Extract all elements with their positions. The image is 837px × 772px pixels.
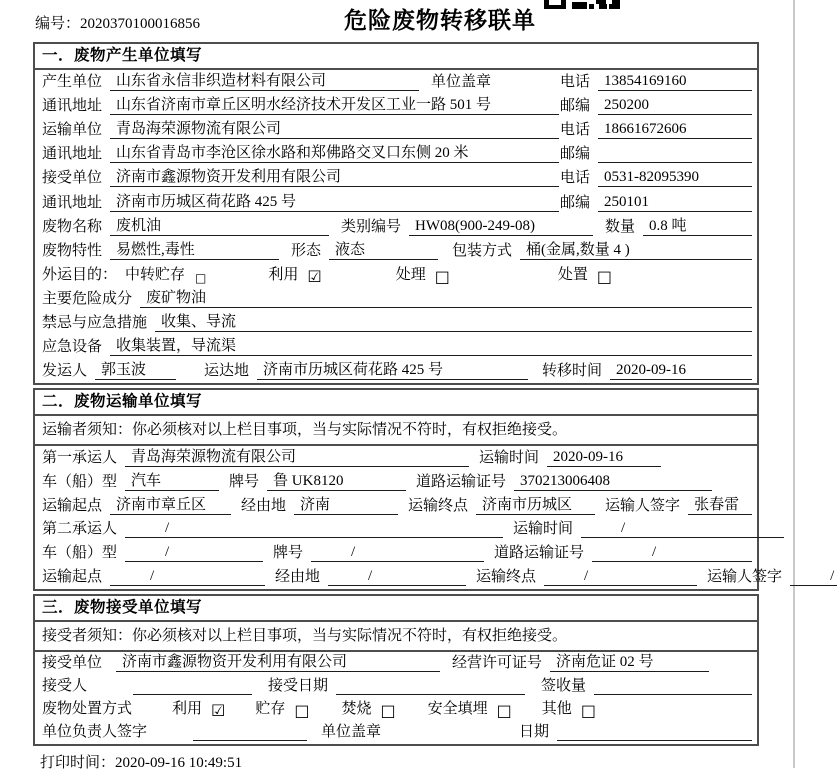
produce-unit-field: 山东省永信非织造材料有限公司 [110, 69, 419, 91]
addr1-label: 通讯地址 [42, 98, 103, 115]
leader-sign-label: 单位负责人签字 [42, 724, 148, 740]
produce-unit-label: 产生单位 [42, 74, 103, 91]
license-field: 济南危证 02 号 [550, 650, 709, 672]
disposal-use-checkbox[interactable]: ☑ [211, 701, 226, 720]
unit-seal-label: 单位盖章 [431, 74, 492, 91]
zip1-field: 250200 [598, 97, 752, 115]
disposal-use-label: 利用 [172, 701, 203, 717]
row-receive-unit [35, 166, 757, 190]
vehicle2-field: / [125, 544, 263, 562]
dest-label: 运达地 [204, 363, 250, 380]
permit2-field: / [592, 544, 752, 562]
row-receive-unit-3 [35, 652, 757, 675]
transfer-time-label: 转移时间 [542, 363, 603, 380]
zip2-label: 邮编 [559, 146, 590, 163]
plate2-label: 牌号 [273, 545, 304, 562]
license-label: 经营许可证号 [452, 655, 543, 671]
receive-unit-field: 济南市鑫源物资开发利用有限公司 [110, 165, 559, 187]
zip1-label: 邮编 [559, 98, 590, 115]
row-first-carrier [35, 446, 757, 470]
carrier1-field: 青岛海荣源物流有限公司 [125, 445, 469, 467]
section-transporter [33, 388, 835, 591]
via2-field: / [328, 568, 466, 586]
end2-field: / [544, 568, 697, 586]
packing-field: 桶(金属,数量 4 ) [520, 238, 752, 260]
print-time-value: 2020-09-16 10:49:51 [115, 755, 243, 771]
addr3-label: 通讯地址 [42, 194, 103, 211]
receive-unit3-label: 接受单位 [42, 655, 103, 671]
sign2-label: 运输人签字 [707, 569, 783, 585]
row-hazard-component [35, 287, 757, 311]
vehicle1-field: 汽车 [125, 469, 219, 491]
origin2-label: 运输起点 [42, 569, 103, 585]
via1-label: 经由地 [241, 497, 287, 514]
end1-label: 运输终点 [408, 497, 469, 514]
phone2-label: 电话 [559, 122, 590, 139]
addr1-field: 山东省济南市章丘区明水经济技术开发区工业一路 501 号 [110, 93, 559, 115]
shipper-field: 郭玉波 [95, 358, 176, 380]
category-field: HW08(900-249-08) [409, 218, 593, 236]
permit1-label: 道路运输证号 [416, 473, 507, 490]
sign1-field: 张春雷 [688, 493, 752, 515]
manifest-document [33, 0, 835, 772]
waste-name-label: 废物名称 [42, 218, 103, 235]
disposal-landfill-label: 安全填埋 [427, 701, 488, 717]
property-field: 易燃性,毒性 [110, 238, 279, 260]
section3-header: 三．废物接受单位填写 [35, 596, 757, 622]
document-header [33, 0, 759, 42]
addr3-field: 济南市历城区荷花路 425 号 [110, 190, 559, 212]
row-emergency-equipment [35, 335, 757, 359]
receiver-notice: 接受者须知：你必须核对以上栏目事项，当与实际情况不符时，有权拒绝接受。 [35, 622, 757, 652]
phone2-field: 18661672606 [598, 121, 752, 139]
section-producer [33, 42, 759, 385]
purpose-dispose-label: 处置 [557, 266, 588, 283]
vehicle1-label: 车（船）型 [42, 473, 118, 490]
row-waste-property [35, 239, 757, 263]
row-shipper [35, 359, 757, 383]
sign1-label: 运输人签字 [605, 497, 681, 514]
time1-field: 2020-09-16 [547, 449, 661, 467]
row-outbound-purpose [35, 263, 757, 287]
permit2-label: 道路运输证号 [494, 545, 585, 562]
packing-label: 包装方式 [452, 242, 513, 259]
print-time-line [40, 751, 759, 772]
disposal-label: 废物处置方式 [42, 701, 133, 717]
receive-date-field [336, 679, 525, 695]
row-taboo-measures [35, 311, 757, 335]
zip3-field: 250101 [598, 194, 752, 212]
row-producer-address [35, 94, 757, 118]
purpose-label: 外运目的： [42, 266, 118, 283]
transport-unit-field: 青岛海荣源物流有限公司 [110, 117, 559, 139]
form-field: 液态 [329, 238, 438, 260]
phone3-field: 0531-82095390 [598, 169, 752, 187]
page-right-edge [793, 0, 795, 768]
transport-unit-label: 运输单位 [42, 122, 103, 139]
leader-sign-field [193, 725, 307, 741]
taboo-field: 收集、导流 [155, 310, 752, 332]
disposal-landfill-checkbox[interactable]: □ [496, 701, 512, 720]
unit-seal3-label: 单位盖章 [321, 724, 382, 740]
time1-label: 运输时间 [479, 450, 540, 467]
hazard-field: 废矿物油 [140, 286, 752, 308]
receiver-label: 接受人 [42, 678, 88, 694]
phone1-field: 13854169160 [598, 73, 752, 91]
serial-number [35, 12, 200, 33]
qty-label: 数量 [605, 218, 636, 235]
purpose-use-label: 利用 [268, 266, 299, 283]
origin1-label: 运输起点 [42, 497, 103, 514]
hazard-label: 主要危险成分 [42, 290, 133, 307]
row-vehicle1 [35, 470, 757, 494]
form-label: 形态 [291, 242, 322, 259]
print-time-label: 打印时间： [40, 755, 116, 771]
end2-label: 运输终点 [476, 569, 537, 585]
transfer-time-field: 2020-09-16 [610, 362, 752, 380]
receive-unit-label: 接受单位 [42, 170, 103, 187]
shipper-label: 发运人 [42, 363, 88, 380]
row-leader-sign [35, 721, 757, 744]
row-receiver-person [35, 675, 757, 698]
section2-header: 二．废物运输单位填写 [35, 390, 757, 416]
date-label: 日期 [519, 724, 550, 740]
carrier2-label: 第二承运人 [42, 521, 118, 538]
row-produce-unit [35, 70, 757, 94]
zip2-field [598, 147, 752, 163]
sign2-field: / [790, 568, 837, 586]
taboo-label: 禁忌与应急措施 [42, 315, 148, 332]
disposal-burn-label: 焚烧 [341, 701, 372, 717]
vehicle2-label: 车（船）型 [42, 545, 118, 562]
serial-value: 2020370100016856 [80, 16, 201, 32]
section-receiver [33, 594, 759, 746]
row-vehicle2 [35, 541, 757, 565]
row-disposal-method [35, 698, 757, 721]
via1-field: 济南 [294, 493, 398, 515]
phone3-label: 电话 [559, 170, 590, 187]
addr2-label: 通讯地址 [42, 146, 103, 163]
disposal-other-label: 其他 [541, 701, 572, 717]
dest-field: 济南市历城区荷花路 425 号 [257, 358, 528, 380]
carrier1-label: 第一承运人 [42, 450, 118, 467]
receiver-field [133, 679, 252, 695]
disposal-store-checkbox[interactable]: □ [294, 701, 310, 720]
origin2-field: / [110, 568, 265, 586]
equip-field: 收集装置，导流渠 [110, 334, 752, 356]
disposal-burn-checkbox[interactable]: □ [380, 701, 396, 720]
purpose-transfer-label: 中转贮存 [125, 266, 186, 283]
row-route1 [35, 494, 757, 518]
plate1-label: 牌号 [229, 473, 260, 490]
purpose-use-checkbox[interactable]: ☑ [307, 266, 322, 286]
row-second-carrier [35, 518, 757, 542]
permit1-field: 370213006408 [514, 473, 712, 491]
receive-date-label: 接受日期 [268, 678, 329, 694]
waste-name-field: 废机油 [110, 214, 329, 236]
date-field [557, 725, 752, 741]
page-title: 危险废物转移联单 [344, 8, 536, 33]
via2-label: 经由地 [275, 569, 321, 585]
origin1-field: 济南市章丘区 [110, 493, 231, 515]
disposal-store-label: 贮存 [255, 701, 286, 717]
section1-header: 一．废物产生单位填写 [35, 44, 757, 70]
equip-label: 应急设备 [42, 339, 103, 356]
receive-unit3-field: 济南市鑫源物资开发利用有限公司 [116, 650, 440, 672]
row-receiver-address [35, 190, 757, 214]
time2-label: 运输时间 [513, 521, 574, 538]
row-waste-name [35, 215, 757, 239]
addr2-field: 山东省青岛市李沧区徐水路和郑佛路交叉口东侧 20 米 [110, 141, 559, 163]
row-transport-unit [35, 118, 757, 142]
qty-field: 0.8 吨 [643, 214, 752, 236]
plate1-field: 鲁 UK8120 [267, 469, 406, 491]
purpose-treat-checkbox[interactable]: □ [434, 266, 450, 286]
transporter-notice: 运输者须知：你必须核对以上栏目事项，当与实际情况不符时，有权拒绝接受。 [35, 416, 757, 446]
sign-qty-field [594, 679, 752, 695]
category-label: 类别编号 [341, 218, 402, 235]
end1-field: 济南市历城区 [476, 493, 595, 515]
row-route2 [35, 565, 835, 589]
disposal-other-checkbox[interactable]: □ [580, 701, 596, 720]
plate2-field: / [311, 544, 484, 562]
zip3-label: 邮编 [559, 194, 590, 211]
serial-label: 编号： [35, 16, 81, 32]
sign-qty-label: 签收量 [541, 678, 587, 694]
row-transporter-address [35, 142, 757, 166]
time2-field: / [581, 520, 784, 538]
phone1-label: 电话 [559, 74, 590, 91]
carrier2-field: / [125, 520, 503, 538]
purpose-treat-label: 处理 [395, 266, 426, 283]
purpose-transfer-checkbox[interactable]: □ [195, 270, 207, 285]
purpose-dispose-checkbox[interactable]: □ [596, 266, 613, 286]
property-label: 废物特性 [42, 242, 103, 259]
